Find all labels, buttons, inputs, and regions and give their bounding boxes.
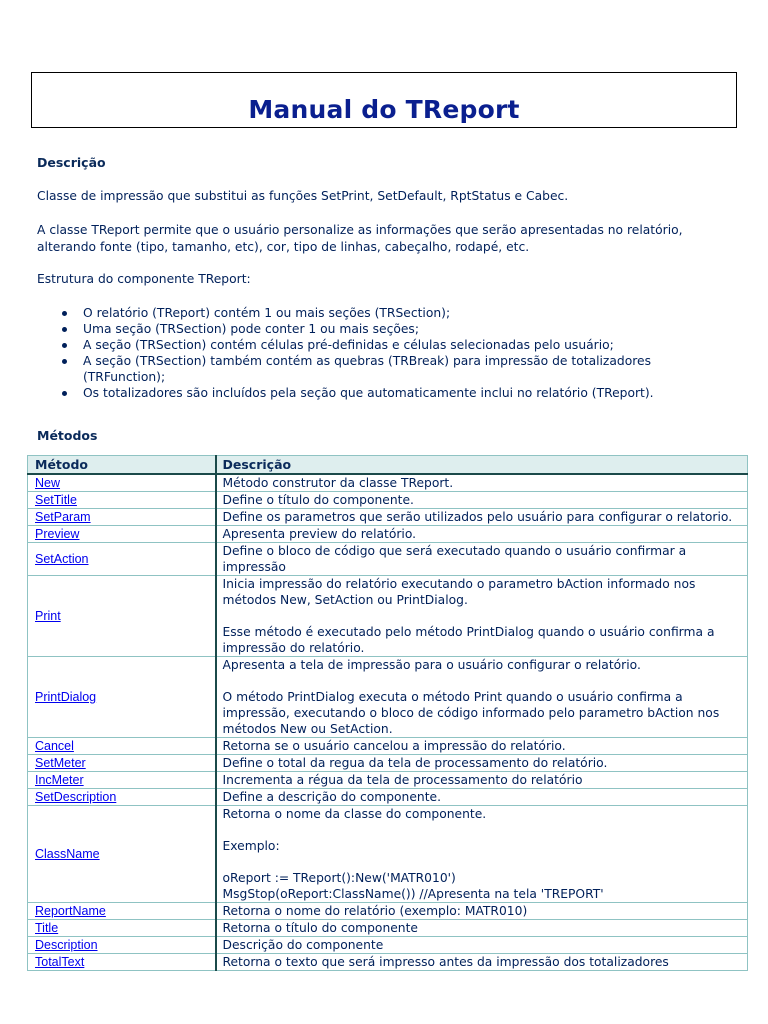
description-cell <box>216 937 748 954</box>
method-cell <box>28 937 216 954</box>
method-cell <box>28 903 216 920</box>
method-cell <box>28 789 216 806</box>
description-cell <box>216 576 748 657</box>
method-cell <box>28 474 216 492</box>
description-cell <box>216 755 748 772</box>
description-cell <box>216 526 748 543</box>
description-text: Retorna o nome do relatório (exemplo: MATR010) <box>222 904 528 918</box>
description-cell <box>216 492 748 509</box>
description-text: Define os parametros que serão utilizados pelo usuário para configurar o relatorio. <box>222 510 733 524</box>
description-text: Define a descrição do componente. <box>222 790 442 804</box>
table-row <box>28 920 748 937</box>
methods-table <box>27 455 748 971</box>
table-row <box>28 576 748 657</box>
table-row <box>28 526 748 543</box>
table-row <box>28 937 748 954</box>
description-text: Retorna o texto que será impresso antes da impressão dos totalizadores <box>222 955 669 969</box>
method-cell <box>28 738 216 755</box>
method-cell <box>28 657 216 738</box>
description-cell <box>216 920 748 937</box>
description-cell <box>216 772 748 789</box>
method-cell <box>28 920 216 937</box>
description-cell <box>216 789 748 806</box>
table-row <box>28 954 748 971</box>
description-text: Esse método é executado pelo método PrintDialog quando o usuário confirma a impressão do relatório. <box>222 625 715 655</box>
method-link[interactable]: Print <box>35 609 61 623</box>
description-text: Define o título do componente. <box>222 493 414 507</box>
method-link[interactable]: ClassName <box>35 847 100 861</box>
description-heading: Descrição <box>37 155 106 170</box>
description-paragraph-2: A classe TReport permite que o usuário personalize as informações que serão apresentadas no relatório, alterando fonte (tipo, tamanho, etc), cor, tipo de linhas, cabeçalho, rodapé, etc. <box>37 223 683 254</box>
table-row <box>28 755 748 772</box>
description-cell <box>216 474 748 492</box>
description-paragraph-3: Estrutura do componente TReport: <box>37 272 251 286</box>
method-link[interactable]: SetParam <box>35 510 91 524</box>
method-link[interactable]: SetAction <box>35 552 89 566</box>
table-row <box>28 806 748 903</box>
table-row <box>28 789 748 806</box>
description-text <box>223 673 742 689</box>
description-text: O método PrintDialog executa o método Print quando o usuário confirma a impressão, executando o bloco de código informado pelo parametro bAction nos métodos New ou SetAction. <box>222 690 720 736</box>
method-cell <box>28 509 216 526</box>
description-text: Define o bloco de código que será executado quando o usuário confirmar a impressão <box>222 544 687 574</box>
description-text: Retorna o título do componente <box>222 921 418 935</box>
table-row <box>28 738 748 755</box>
description-text: Descrição do componente <box>222 938 384 952</box>
method-cell <box>28 806 216 903</box>
method-link[interactable]: IncMeter <box>35 773 84 787</box>
description-text: Inicia impressão do relatório executando o parametro bAction informado nos métodos New, SetAction ou PrintDialog. <box>222 577 696 607</box>
table-row <box>28 543 748 576</box>
description-text: oReport := TReport():New('MATR010') <box>222 871 456 885</box>
description-cell <box>216 903 748 920</box>
method-cell <box>28 576 216 657</box>
page-title: Manual do TReport <box>248 95 520 124</box>
bullet-item: O relatório (TReport) contém 1 ou mais seções (TRSection); <box>37 305 727 321</box>
description-text: Retorna o nome da classe do componente. <box>222 807 487 821</box>
method-link[interactable]: ReportName <box>35 904 106 918</box>
description-text: Apresenta a tela de impressão para o usuário configurar o relatório. <box>222 658 641 672</box>
description-paragraph-1: Classe de impressão que substitui as funções SetPrint, SetDefault, RptStatus e Cabec. <box>37 189 569 203</box>
description-text: Retorna se o usuário cancelou a impressão do relatório. <box>222 739 566 753</box>
description-text: Define o total da regua da tela de processamento do relatório. <box>222 756 608 770</box>
column-header-description: Descrição <box>216 456 748 475</box>
method-cell <box>28 492 216 509</box>
description-cell <box>216 806 748 903</box>
description-cell <box>216 657 748 738</box>
method-link[interactable]: SetMeter <box>35 756 86 770</box>
method-cell <box>28 526 216 543</box>
description-text <box>223 854 742 870</box>
method-link[interactable]: SetDescription <box>35 790 117 804</box>
method-cell <box>28 954 216 971</box>
bullet-item: A seção (TRSection) contém células pré-definidas e células selecionadas pelo usuário; <box>37 337 727 353</box>
table-row <box>28 657 748 738</box>
description-cell <box>216 543 748 576</box>
description-text: Incrementa a régua da tela de processamento do relatório <box>222 773 583 787</box>
method-link[interactable]: New <box>35 476 61 490</box>
description-text: Método construtor da classe TReport. <box>222 476 454 490</box>
method-cell <box>28 543 216 576</box>
description-cell <box>216 954 748 971</box>
description-text <box>223 608 742 624</box>
method-link[interactable]: Cancel <box>35 739 74 753</box>
table-row <box>28 903 748 920</box>
structure-bullet-list <box>37 305 727 401</box>
title-box <box>31 72 737 128</box>
method-link[interactable]: TotalText <box>35 955 85 969</box>
description-text: MsgStop(oReport:ClassName()) //Apresenta na tela 'TREPORT' <box>222 887 604 901</box>
methods-heading: Métodos <box>37 428 98 443</box>
bullet-item: A seção (TRSection) também contém as quebras (TRBreak) para impressão de totalizadores (TRFunction); <box>37 353 727 385</box>
description-cell <box>216 738 748 755</box>
method-cell <box>28 755 216 772</box>
method-link[interactable]: PrintDialog <box>35 690 97 704</box>
method-link[interactable]: Description <box>35 938 98 952</box>
bullet-item: Uma seção (TRSection) pode conter 1 ou mais seções; <box>37 321 727 337</box>
column-header-method: Método <box>28 456 216 475</box>
table-row <box>28 772 748 789</box>
description-cell <box>216 509 748 526</box>
table-row <box>28 492 748 509</box>
description-text: Apresenta preview do relatório. <box>222 527 417 541</box>
table-row <box>28 509 748 526</box>
method-link[interactable]: Preview <box>35 527 80 541</box>
bullet-item: Os totalizadores são incluídos pela seção que automaticamente inclui no relatório (TReport). <box>37 385 727 401</box>
method-cell <box>28 772 216 789</box>
table-header-row <box>28 456 748 475</box>
description-text: Exemplo: <box>222 839 280 853</box>
method-link[interactable]: SetTitle <box>35 493 77 507</box>
method-link[interactable]: Title <box>35 921 59 935</box>
description-text <box>223 822 742 838</box>
table-row <box>28 474 748 492</box>
